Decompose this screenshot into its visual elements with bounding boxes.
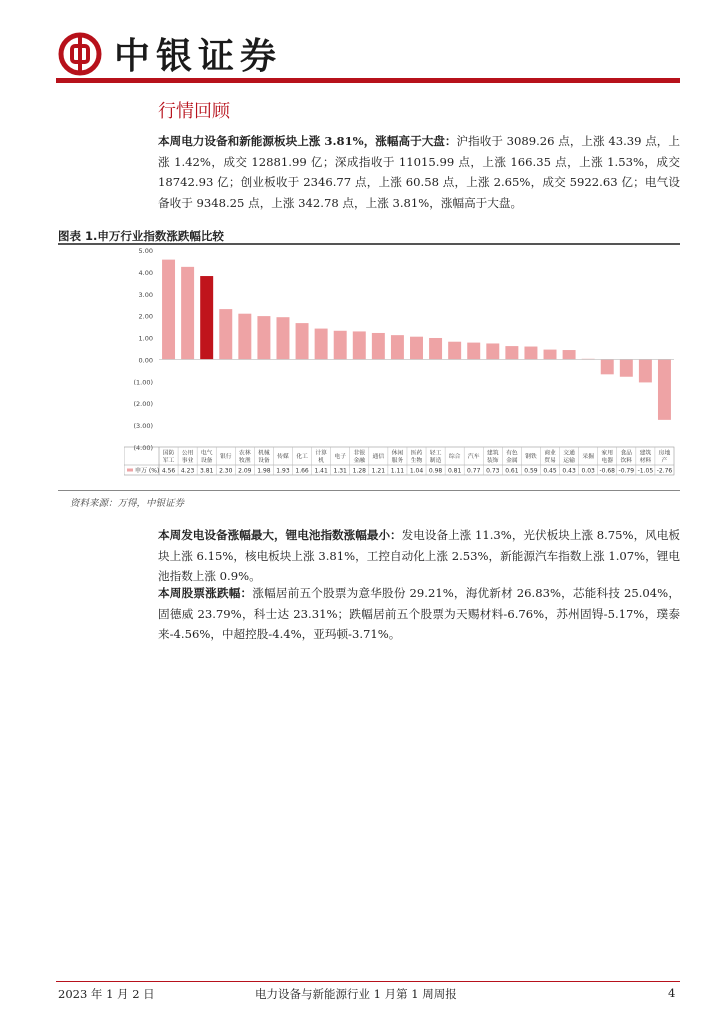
stock-performance-paragraph (158, 583, 680, 645)
bar (524, 347, 537, 360)
x-category-label: 传媒 (277, 454, 289, 460)
data-value-label: 1.66 (295, 467, 309, 475)
data-value-label: -0.79 (618, 467, 635, 475)
y-tick-label: 4.00 (138, 268, 153, 277)
x-category-label: 通信 (372, 454, 385, 460)
x-category-label: 家用电器 (601, 450, 614, 464)
x-category-label: 轻工制造 (429, 450, 442, 464)
footer-page-number: 4 (668, 986, 676, 1000)
data-value-label: 0.59 (524, 467, 538, 475)
x-category-label: 建筑材料 (639, 450, 652, 464)
bar (257, 316, 270, 359)
x-category-label: 房地产 (658, 450, 671, 464)
data-value-label: 1.41 (314, 467, 328, 475)
x-category-label: 商业贸易 (544, 450, 556, 464)
footer-date: 2023 年 1 月 2 日 (58, 987, 155, 1001)
data-value-label: 1.11 (390, 467, 405, 475)
data-value-label: 0.77 (467, 467, 481, 475)
bar (391, 335, 404, 359)
data-value-label: 3.81 (200, 467, 214, 475)
sector-performance-body: 发电设备上涨 11.3%，光伏板块上涨 8.75%，风电板块上涨 6.15%，核电板块上涨 3.81%，工控自动化上涨 2.53%，新能源汽车指数上涨 1.07%，锂电池指数上涨 0.9%。 (158, 528, 680, 583)
figure-top-rule (58, 243, 680, 245)
x-category-label: 采掘 (582, 454, 594, 460)
x-category-label: 交通运输 (563, 450, 575, 464)
data-value-label: 1.31 (333, 467, 347, 475)
x-category-label: 公用事业 (181, 450, 194, 464)
footer-divider (56, 981, 680, 982)
data-value-label: 1.98 (257, 467, 271, 475)
data-value-label: 0.43 (562, 467, 576, 475)
data-value-label: -1.05 (637, 467, 654, 475)
y-tick-label: 0.00 (138, 356, 153, 365)
y-tick-label: (2.00) (133, 400, 153, 409)
data-value-label: 1.21 (371, 467, 386, 475)
section-title: 行情回顾 (158, 101, 230, 122)
brand-name: 中银证券 (114, 36, 283, 77)
bar (486, 343, 499, 359)
x-category-label: 电子 (334, 454, 347, 460)
x-category-label: 计算机 (315, 450, 327, 464)
x-category-label: 非银金融 (353, 450, 366, 464)
bar (219, 309, 232, 359)
figure-bottom-rule (58, 490, 680, 491)
bar (544, 350, 557, 360)
bar (238, 314, 251, 360)
bar (467, 343, 480, 360)
stock-performance-lead: 本周股票涨跌幅： (158, 586, 253, 600)
data-value-label: 2.30 (219, 467, 233, 475)
data-value-label: 1.28 (352, 467, 366, 475)
sector-performance-paragraph (158, 525, 680, 587)
x-category-label: 机械设备 (258, 450, 270, 464)
x-category-label: 钢铁 (525, 454, 537, 460)
x-category-label: 汽车 (467, 454, 480, 460)
x-category-label: 化工 (296, 454, 308, 460)
x-category-label: 农林牧渔 (239, 450, 251, 464)
bar (334, 331, 347, 360)
market-summary-body: 沪指收于 3089.26 点，上涨 43.39 点，上涨 1.42%，成交 12881.99 亿；深成指收于 11015.99 点，上涨 166.35 点，上涨 1.53%，成交 18742.93 亿；创业板收于 2346.77 点，上涨 60.58 点，上涨 2.65%，成交 5922.63 亿；电气设备收于 9348.25 点，上涨 342.78 点，上涨 3.81%，涨幅高于大盘。 (158, 134, 680, 210)
data-value-label: 2.09 (238, 467, 252, 475)
industry-index-bar-chart (124, 246, 676, 480)
bank-logo-icon (58, 32, 102, 76)
x-category-label: 银行 (219, 454, 232, 460)
data-value-label: 0.98 (428, 467, 443, 475)
bar (296, 323, 309, 359)
footer-report-title: 电力设备与新能源行业 1 月第 1 周周报 (255, 987, 457, 1001)
bar (372, 333, 385, 359)
x-category-label: 休闲服务 (391, 450, 404, 464)
bar (620, 359, 633, 376)
data-value-label: 1.93 (276, 467, 290, 475)
x-category-label: 食品饮料 (620, 450, 633, 464)
x-category-label: 有色金属 (506, 450, 518, 464)
bar (410, 337, 423, 360)
market-summary-paragraph (158, 131, 680, 213)
y-tick-label: 3.00 (138, 290, 153, 299)
y-tick-label: (4.00) (133, 444, 153, 452)
bar (353, 331, 366, 359)
bar (162, 260, 175, 360)
bar (505, 346, 518, 359)
data-value-label: 0.81 (447, 467, 462, 475)
data-value-label: -0.68 (599, 467, 616, 475)
y-tick-label: (1.00) (133, 378, 153, 387)
data-value-label: -2.76 (656, 467, 673, 475)
header-divider (56, 78, 680, 83)
bar (658, 359, 671, 419)
bar (200, 276, 213, 359)
data-value-label: 4.56 (161, 467, 176, 475)
bar (639, 359, 652, 382)
y-tick-label: 1.00 (138, 334, 153, 343)
bar (563, 350, 576, 359)
bar (429, 338, 442, 359)
y-tick-label: 2.00 (138, 312, 153, 321)
data-value-label: 0.61 (505, 467, 519, 475)
y-tick-label: 5.00 (138, 247, 153, 255)
figure-title: 图表 1.申万行业指数涨跌幅比较 (58, 229, 224, 243)
x-category-label: 国防军工 (162, 450, 175, 464)
data-value-label: 0.73 (486, 467, 500, 475)
market-summary-lead: 本周电力设备和新能源板块上涨 3.81%，涨幅高于大盘： (158, 134, 457, 148)
x-category-label: 医药生物 (410, 450, 423, 464)
bar (315, 329, 328, 360)
page-header (0, 0, 724, 84)
bar (448, 342, 461, 360)
y-tick-label: (3.00) (133, 422, 153, 431)
bar (181, 267, 194, 360)
sector-performance-lead: 本周发电设备涨幅最大，锂电池指数涨幅最小： (158, 528, 402, 542)
x-category-label: 电气设备 (200, 450, 213, 464)
x-category-label: 建筑装饰 (486, 450, 499, 464)
data-value-label: 1.04 (409, 467, 424, 475)
data-value-label: 0.03 (581, 467, 595, 475)
x-category-label: 综合 (448, 454, 461, 460)
data-value-label: 4.23 (180, 467, 195, 475)
bar (276, 317, 289, 359)
data-value-label: 0.45 (543, 467, 557, 475)
figure-source: 资料来源：万得，中银证券 (70, 498, 185, 509)
legend-series-label: 申万 (%) (135, 467, 160, 475)
bar (601, 359, 614, 374)
stock-performance-body: 涨幅居前五个股票为意华股份 29.21%，海优新材 26.83%，芯能科技 25.04%，固德威 23.79%，科士达 23.31%；跌幅居前五个股票为天赐材料-6.76%，苏州固锝-5.17%，璞泰来-4.56%，中超控股-4.4%，亚玛顿-3.71%。 (158, 586, 680, 641)
